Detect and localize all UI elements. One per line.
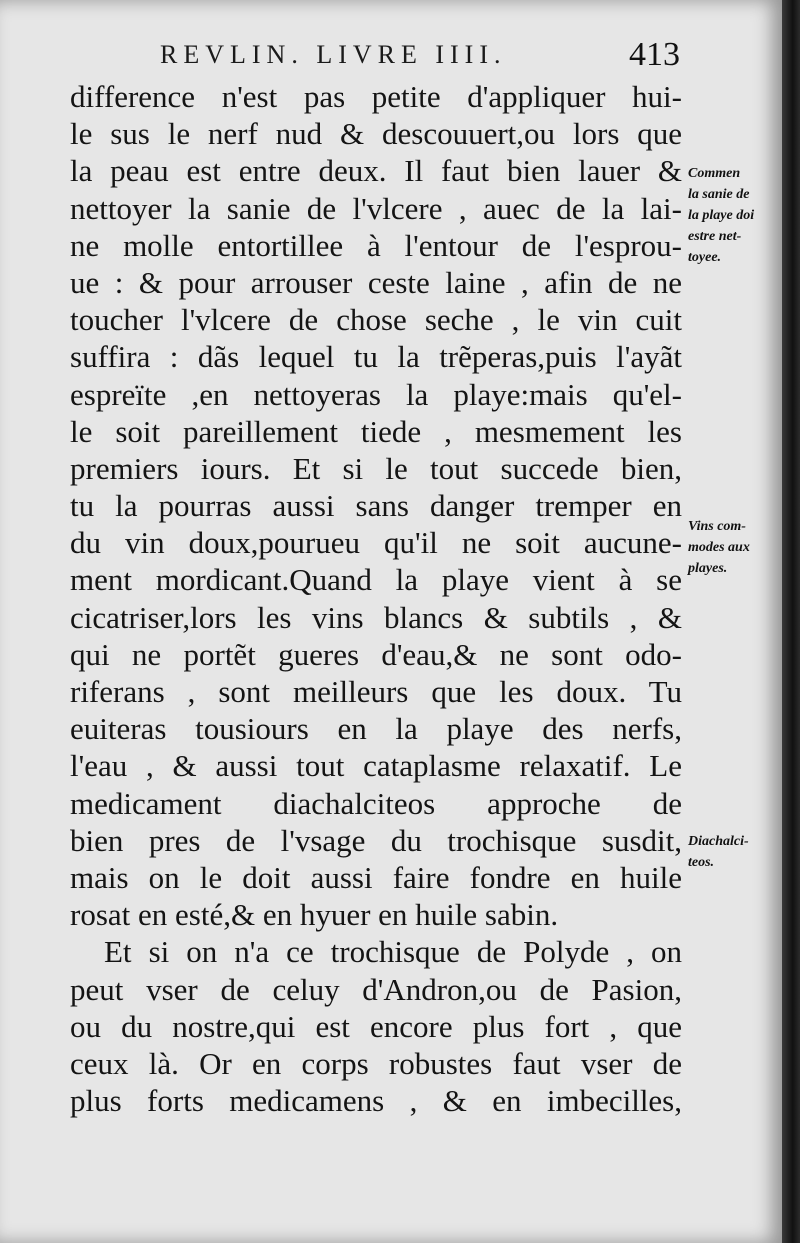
margin-note-line: modes aux	[688, 540, 750, 555]
margin-note-line: Diachalci-	[688, 834, 749, 849]
margin-note-line: teos.	[688, 855, 715, 870]
margin-note	[688, 516, 782, 579]
text-line: du vin doux,pourueu qu'il ne soit aucune-	[70, 525, 682, 561]
margin-note-line: Vins com-	[688, 519, 746, 534]
text-line: cicatriser,lors les vins blancs & subtils , &	[70, 599, 682, 635]
text-line: qui ne portẽt gueres d'eau,& ne sont odo-	[70, 636, 682, 672]
margin-note-line: toyee.	[688, 250, 722, 265]
text-line: euiteras tousiours en la playe des nerfs,	[70, 711, 682, 747]
page-number: 413	[629, 36, 680, 73]
text-line: Et si on n'a ce trochisque de Polyde , on	[104, 934, 682, 970]
text-line: peut vser de celuy d'Andron,ou de Pasion,	[70, 971, 682, 1007]
text-line: mais on le doit aussi faire fondre en huile	[70, 859, 682, 895]
margin-note-line: Commen	[688, 166, 741, 181]
margin-note-line: playes.	[688, 561, 728, 576]
text-line: l'eau , & aussi tout cataplasme relaxatif. Le	[70, 748, 682, 784]
margin-note	[688, 163, 782, 268]
text-line: difference n'est pas petite d'appliquer hui-	[70, 79, 682, 114]
text-line: tu la pourras aussi sans danger tremper en	[70, 488, 682, 524]
text-line: toucher l'vlcere de chose seche , le vin cuit	[70, 302, 682, 338]
body-text	[70, 78, 682, 1119]
text-line: espreïte ,en nettoyeras la playe:mais qu'el-	[70, 376, 682, 412]
text-line: plus forts medicamens , & en imbecilles,	[70, 1083, 682, 1119]
text-line: ment mordicant.Quand la playe vient à se	[70, 562, 682, 598]
text-line: ne molle entortillee à l'entour de l'esprou-	[70, 227, 682, 263]
text-line: suffira : dãs lequel tu la trẽperas,puis l'ayãt	[70, 339, 682, 375]
text-line: ceux là. Or en corps robustes faut vser de	[70, 1045, 682, 1081]
running-title: REVLIN. LIVRE IIII.	[160, 40, 507, 69]
text-line: ue : & pour arrouser ceste laine , afin de ne	[70, 264, 682, 300]
book-edge-shadow	[782, 0, 800, 1243]
text-line: medicament diachalciteos approche de	[70, 785, 682, 821]
text-line: bien pres de l'vsage du trochisque susdit,	[70, 822, 682, 858]
margin-note-line: la sanie de	[688, 187, 750, 202]
text-line: le sus le nerf nud & descouuert,ou lors que	[70, 116, 682, 152]
text-line: riferans , sont meilleurs que les doux. Tu	[70, 674, 682, 709]
text-line: le soit pareillement tiede , mesmement les	[70, 413, 682, 449]
text-line: rosat en esté,& en hyuer en huile sabin.	[70, 897, 559, 933]
page-header	[160, 36, 680, 76]
text-line: la peau est entre deux. Il faut bien lauer &	[70, 153, 682, 189]
text-line: ou du nostre,qui est encore plus fort , que	[70, 1008, 682, 1044]
text-line: premiers iours. Et si le tout succede bien,	[70, 450, 682, 486]
margin-note-line: la playe doi	[688, 208, 755, 223]
margin-note	[688, 831, 782, 873]
text-line: nettoyer la sanie de l'vlcere , auec de la lai-	[70, 190, 682, 226]
margin-note-line: estre net-	[688, 229, 742, 244]
